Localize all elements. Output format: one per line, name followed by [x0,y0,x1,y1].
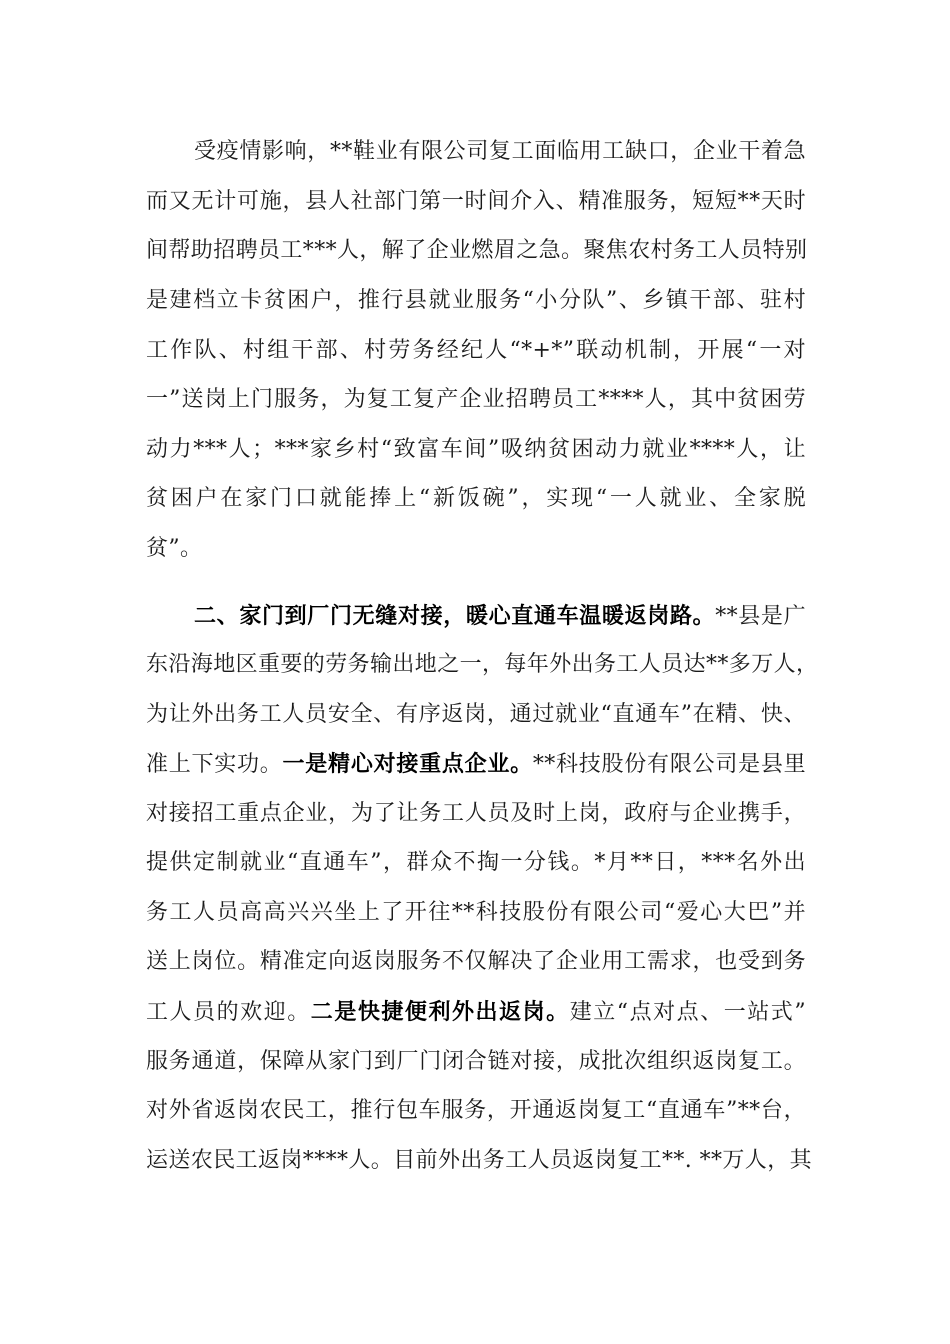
paragraph-2-line-8: 送上岗位。精准定向返岗服务不仅解决了企业用工需求，也受到务 [146,949,806,974]
sub-heading-1: 一是精心对接重点企业。 [282,751,533,777]
paragraph-1-line-2: 而又无计可施，县人社部门第一时间介入、精准服务，短短**天时 [146,189,806,214]
sub-heading-2: 二是快捷便利外出返岗。 [310,999,570,1025]
paragraph-2-line-3: 为让外出务工人员安全、有序返岗，通过就业“直通车”在精、快、 [146,702,806,727]
paragraph-2-line-6: 提供定制就业“直通车”，群众不掏一分钱。*月**日，***名外出 [146,850,806,875]
paragraph-2-line-4 [146,744,806,784]
section-heading: 二、家门到厂门无缝对接，暖心直通车温暖返岗路。 [194,603,716,629]
paragraph-2-line-1-text: **县是广 [715,604,806,629]
paragraph-1-line-1: 受疫情影响，**鞋业有限公司复工面临用工缺口，企业干着急 [194,139,806,164]
paragraph-1-line-4: 是建档立卡贫困户，推行县就业服务“小分队”、乡镇干部、驻村 [146,288,806,313]
paragraph-1-line-7: 动力***人；***家乡村“致富车间”吸纳贫困动力就业****人，让 [146,437,806,462]
paragraph-1-line-3: 间帮助招聘员工***人，解了企业燃眉之急。聚焦农村务工人员特别 [146,238,808,263]
paragraph-2-line-2: 东沿海地区重要的劳务输出地之一，每年外出务工人员达**多万人， [146,652,819,677]
paragraph-2-line-4-tail: **科技股份有限公司是县里 [532,752,806,777]
paragraph-2-line-9-lead: 工人员的欢迎。 [146,1000,311,1025]
paragraph-2-line-12: 运送农民工返岗****人。目前外出务工人员返岗复工**. **万人，其 [146,1148,812,1173]
paragraph-1-line-5: 工作队、村组干部、村劳务经纪人“*+*”联动机制，开展“一对 [146,338,806,363]
paragraph-1-line-9: 贫”。 [146,536,203,561]
paragraph-2-line-11: 对外省返岗农民工，推行包车服务，开通返岗复工“直通车”**台， [146,1098,806,1123]
paragraph-1-line-6: 一”送岗上门服务，为复工复产企业招聘员工****人，其中贫困劳 [146,387,806,412]
paragraph-2-line-4-lead: 准上下实功。 [146,752,283,777]
paragraph-2-line-10: 服务通道，保障从家门到厂门闭合链对接，成批次组织返岗复工。 [146,1049,806,1074]
paragraph-2-line-1 [194,596,806,636]
paragraph-2-line-9-tail: 建立“点对点、一站式” [569,1000,806,1025]
paragraph-2-line-9 [146,992,806,1032]
paragraph-2-line-7: 务工人员高高兴兴坐上了开往**科技股份有限公司“爱心大巴”并 [146,900,806,925]
paragraph-2-line-5: 对接招工重点企业，为了让务工人员及时上岗，政府与企业携手， [146,801,806,826]
paragraph-1-line-8: 贫困户在家门口就能捧上“新饭碗”，实现“一人就业、全家脱 [146,486,806,511]
